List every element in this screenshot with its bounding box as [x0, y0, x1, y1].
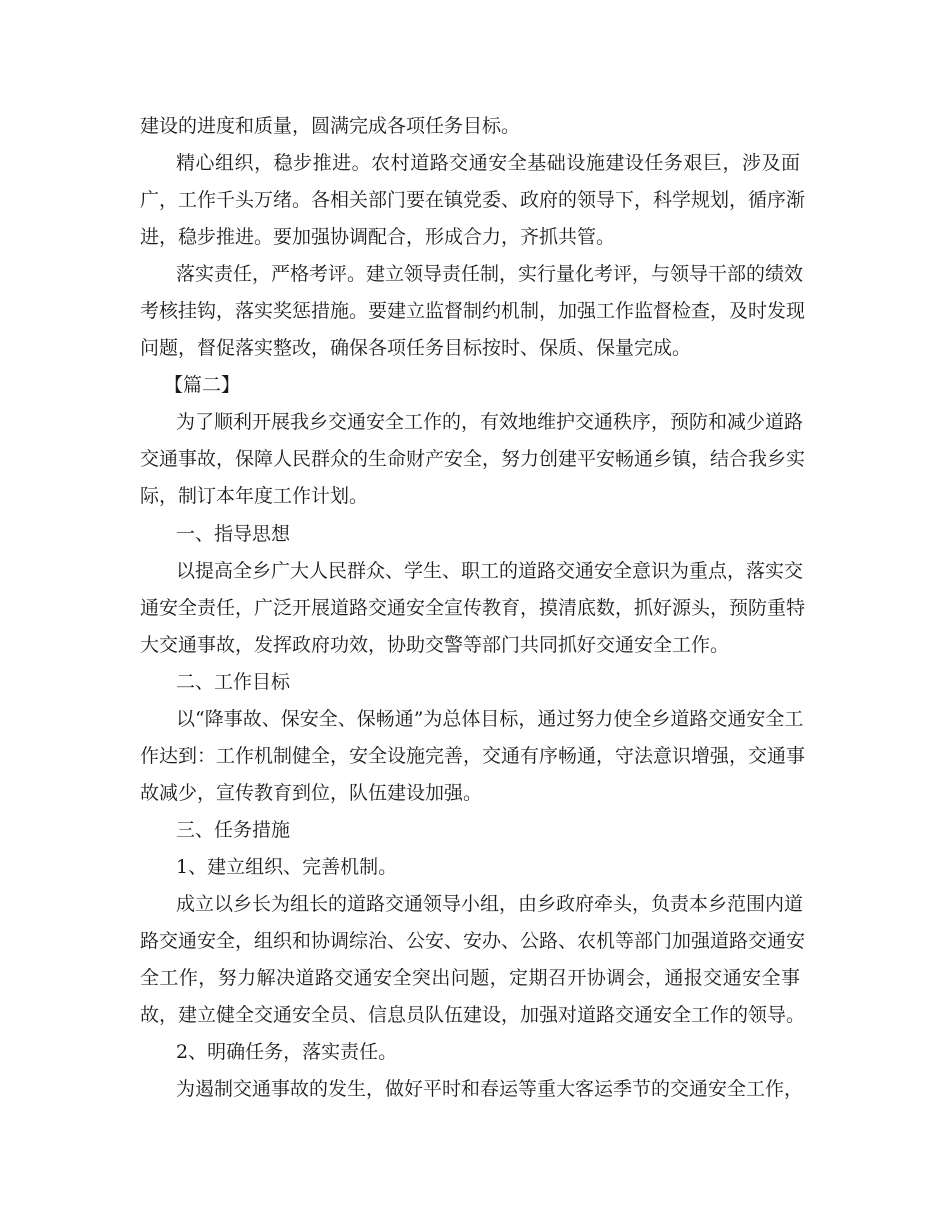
document-body	[140, 108, 806, 1108]
subheading-establish-organization: 1、建立组织、完善机制。	[176, 855, 398, 878]
text-line: 路交通安全，组织和协调综治、公安、安办、公路、农机等部门加强道路交通安	[140, 930, 806, 953]
text-line: 交通事故，保障人民群众的生命财产安全，努力创建平安畅通乡镇，结合我乡实	[140, 448, 806, 471]
paragraph-first-line: 落实责任，严格考评。建立领导责任制，实行量化考评，与领导干部的绩效	[176, 263, 804, 286]
paragraph-last-line: 进，稳步推进。要加强协调配合，形成合力，齐抓共管。	[140, 226, 616, 249]
text-line: 考核挂钩，落实奖惩措施。要建立监督制约机制，加强工作监督检查，及时发现	[140, 300, 806, 323]
paragraph-first-line: 成立以乡长为组长的道路交通领导小组，由乡政府牵头，负责本乡范围内道	[176, 892, 804, 915]
paragraph-first-line: 以提高全乡广大人民群众、学生、职工的道路交通安全意识为重点，落实交	[176, 559, 804, 582]
paragraph-last-line: 际，制订本年度工作计划。	[140, 485, 369, 508]
paragraph-first-line: 以“降事故、保安全、保畅通”为总体目标，通过努力使全乡道路交通安全工	[176, 707, 804, 730]
paragraph-last-line: 大交通事故，发挥政府功效，协助交警等部门共同抓好交通安全工作。	[140, 633, 730, 656]
paragraph-last-line: 故，建立健全交通安全员、信息员队伍建设，加强对道路交通安全工作的领导。	[140, 1004, 806, 1027]
text-line: 作达到：工作机制健全，安全设施完善，交通有序畅通，守法意识增强，交通事	[140, 744, 806, 767]
text-line: 通安全责任，广泛开展道路交通安全宣传教育，摸清底数，抓好源头，预防重特	[140, 596, 806, 619]
paragraph-first-line: 精心组织，稳步推进。农村道路交通安全基础设施建设任务艰巨，涉及面	[176, 152, 800, 175]
text-line: 广，工作千头万绪。各相关部门要在镇党委、政府的领导下，科学规划，循序渐	[140, 189, 806, 212]
section-heading-guiding-ideology: 一、指导思想	[176, 522, 291, 545]
section-heading-task-measures: 三、任务措施	[176, 818, 291, 841]
text-line: 全工作，努力解决道路交通安全突出问题，定期召开协调会，通报交通安全事	[140, 967, 800, 990]
section-heading-part-two: 【篇二】	[164, 374, 241, 397]
paragraph-last-line: 故减少，宣传教育到位，队伍建设加强。	[140, 781, 483, 804]
paragraph-last-line: 问题，督促落实整改，确保各项任务目标按时、保质、保量完成。	[140, 337, 692, 360]
subheading-clarify-tasks: 2、明确任务，落实责任。	[176, 1041, 398, 1064]
paragraph-first-line: 为了顺利开展我乡交通安全工作的，有效地维护交通秩序，预防和减少道路	[176, 411, 804, 434]
paragraph-first-line: 为遏制交通事故的发生，做好平时和春运等重大客运季节的交通安全工作，	[176, 1078, 804, 1101]
text-line-continuation: 建设的进度和质量，圆满完成各项任务目标。	[140, 115, 521, 137]
section-heading-work-goals: 二、工作目标	[176, 670, 291, 693]
